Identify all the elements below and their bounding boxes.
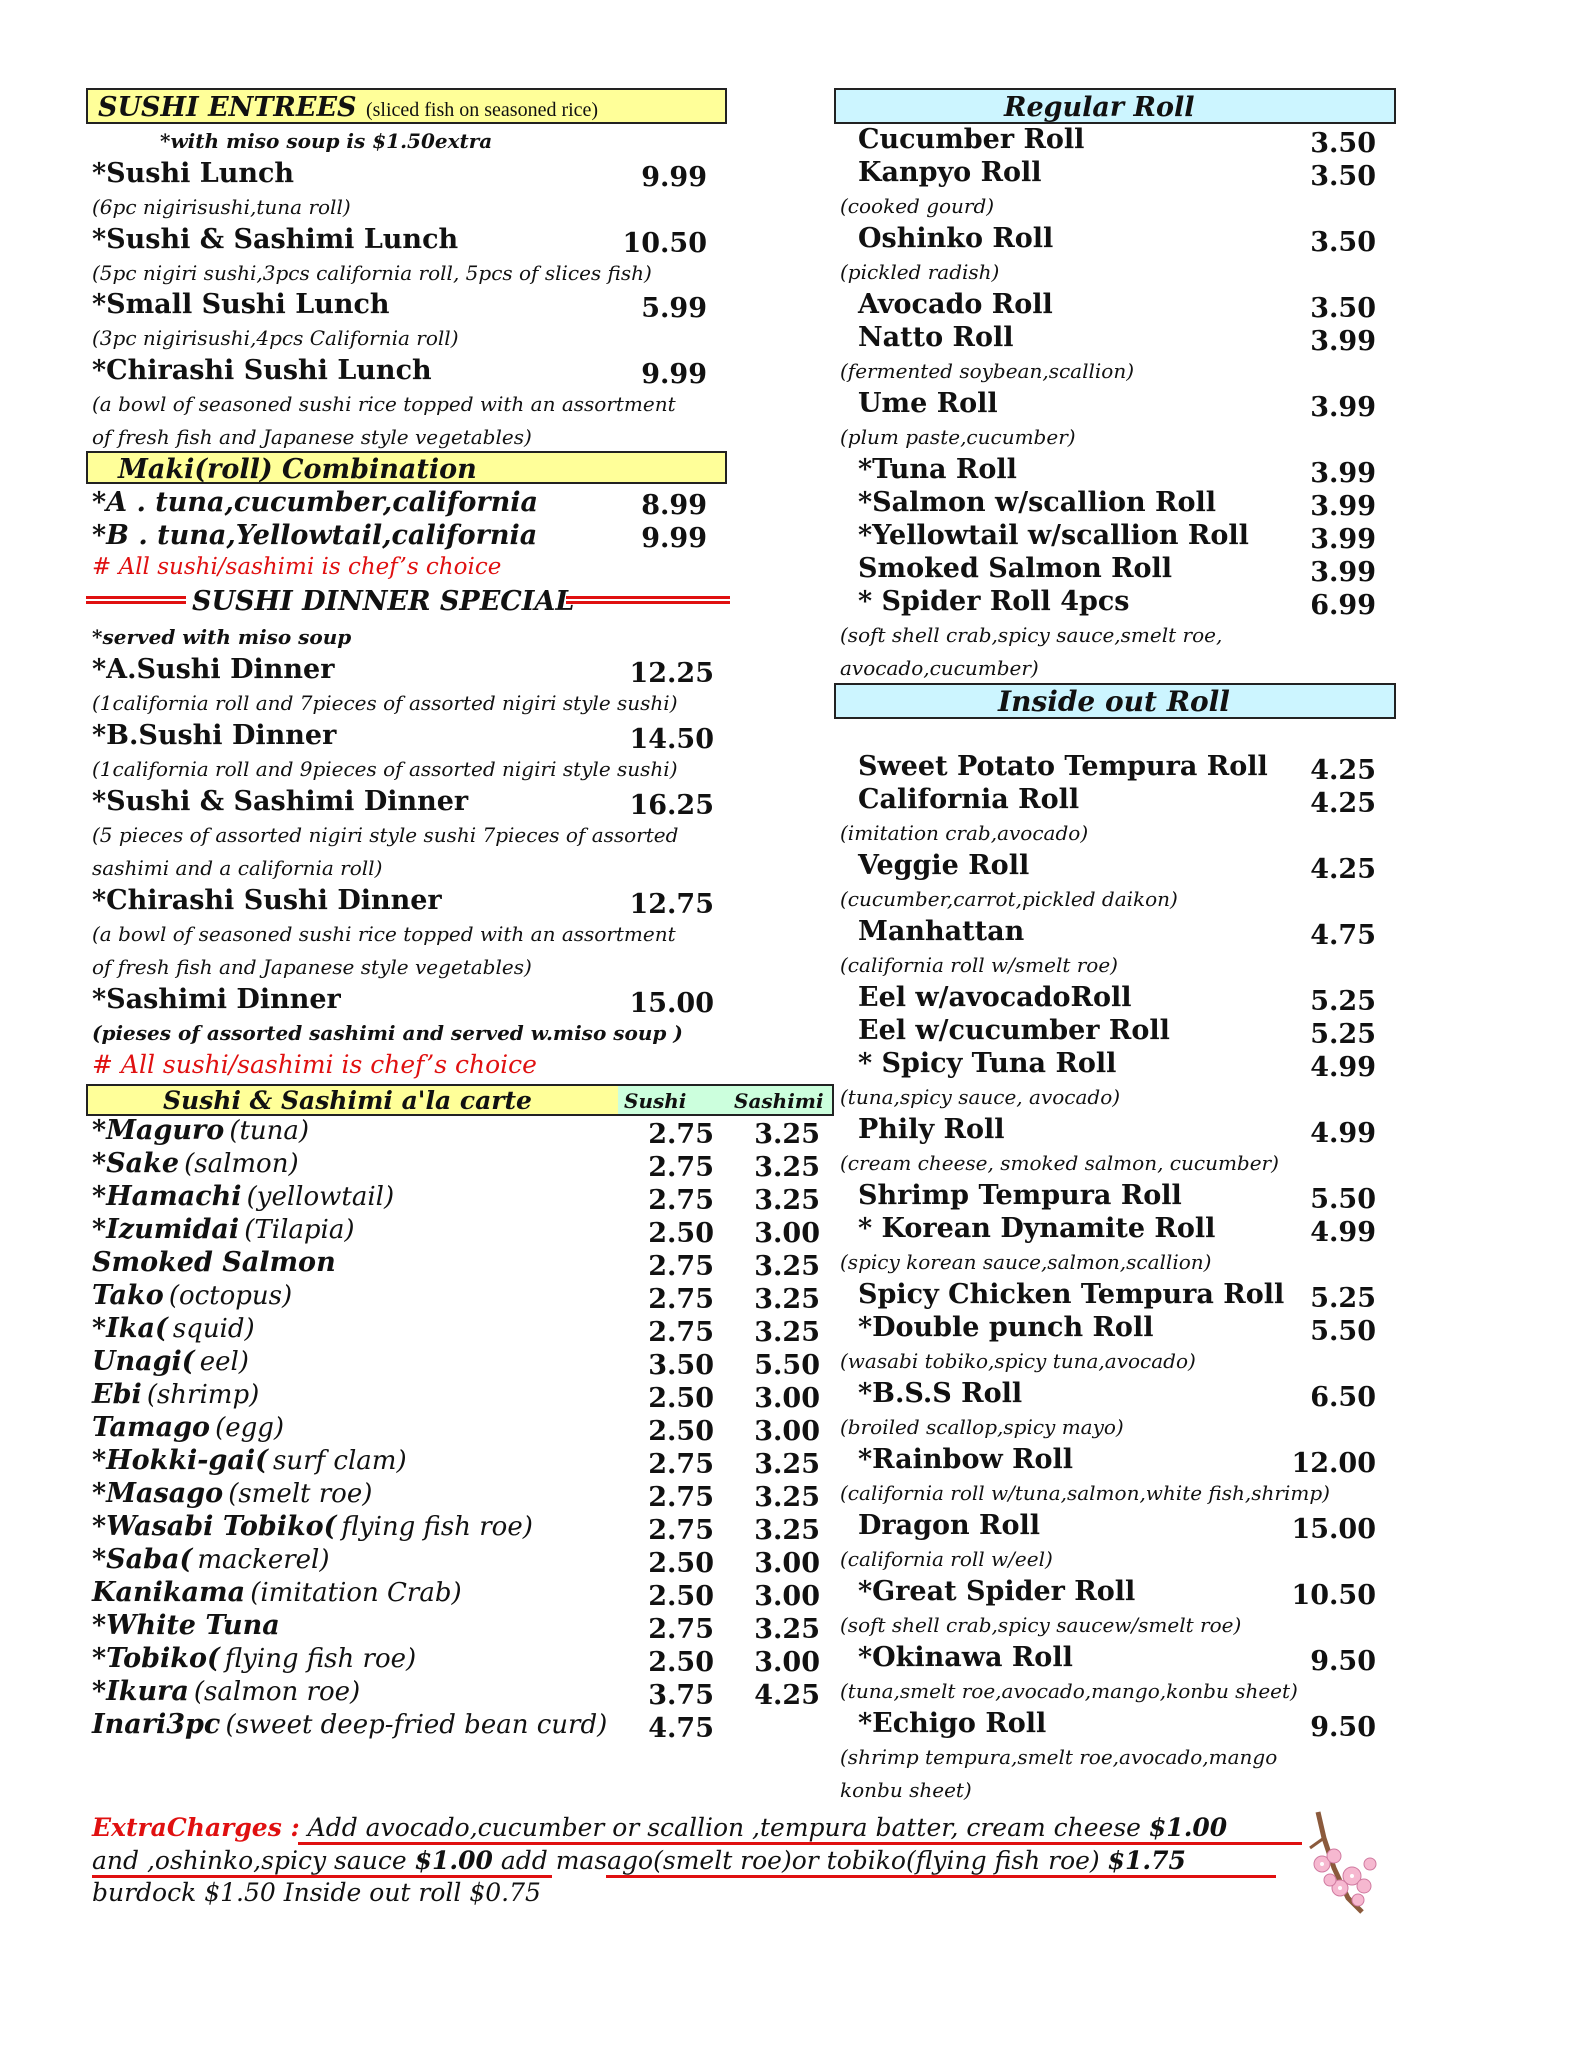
menu-item-name: *A . tuna,cucumber,california (92, 487, 539, 518)
roll-name: Eel w/cucumber Roll (858, 1015, 1170, 1046)
a-la-carte-row (92, 1480, 372, 1507)
roll-price: 15.00 (1291, 1514, 1376, 1545)
roll-price: 9.50 (1310, 1646, 1376, 1677)
menu-item-price: 10.50 (622, 228, 707, 259)
roll-name: Manhattan (858, 916, 1025, 947)
a-la-carte-name: Inari3pc (92, 1709, 221, 1740)
a-la-carte-row (92, 1117, 309, 1144)
roll-desc: (plum paste,cucumber) (840, 425, 1076, 449)
a-la-carte-subtitle: mackerel) (197, 1545, 330, 1575)
a-la-carte-subtitle: squid) (172, 1314, 255, 1344)
a-la-carte-row (92, 1183, 394, 1210)
roll-price: 6.99 (1310, 590, 1376, 621)
sushi-price: 2.75 (648, 1482, 714, 1513)
extra-charges-text: and ,oshinko,spicy sauce (92, 1846, 415, 1875)
roll-price: 3.50 (1310, 128, 1376, 159)
a-la-carte-subtitle: (sweet deep-fried bean curd) (225, 1710, 608, 1740)
a-la-carte-row (92, 1711, 607, 1738)
a-la-carte-subtitle: eel) (199, 1347, 249, 1377)
a-la-carte-subtitle: (salmon) (184, 1149, 299, 1179)
sushi-price: 2.75 (648, 1152, 714, 1183)
roll-name: Veggie Roll (858, 850, 1030, 881)
roll-name: Dragon Roll (858, 1510, 1041, 1541)
sushi-price: 2.75 (648, 1251, 714, 1282)
roll-price: 3.50 (1310, 227, 1376, 258)
roll-desc: (cream cheese, smoked salmon, cucumber) (840, 1151, 1279, 1175)
sashimi-price: 3.25 (754, 1317, 820, 1348)
extra-charges-line-2 (92, 1848, 1186, 1873)
roll-price: 3.99 (1310, 557, 1376, 588)
dinner-special-note: *served with miso soup (92, 625, 352, 649)
roll-name: *Tuna Roll (858, 454, 1017, 485)
sushi-price: 2.75 (648, 1119, 714, 1150)
a-la-carte-row (92, 1447, 407, 1474)
a-la-carte-name: *Tobiko( (92, 1643, 220, 1674)
extra-charges-line-3: burdock $1.50 Inside out roll $0.75 (92, 1878, 541, 1907)
sushi-entrees-title: SUSHI ENTREES (98, 92, 357, 123)
menu-item-desc: (5pc nigiri sushi,3pcs california roll, 5pcs of slices fish) (92, 261, 652, 285)
a-la-carte-subtitle: (imitation Crab) (250, 1578, 462, 1608)
sushi-price: 2.75 (648, 1614, 714, 1645)
roll-price: 5.50 (1310, 1316, 1376, 1347)
roll-name: Cucumber Roll (858, 124, 1085, 155)
menu-item-name: *Small Sushi Lunch (92, 289, 390, 320)
sashimi-price: 3.25 (754, 1119, 820, 1150)
sashimi-price: 3.25 (754, 1449, 820, 1480)
roll-price: 4.25 (1310, 854, 1376, 885)
roll-desc: (tuna,smelt roe,avocado,mango,konbu sheet) (840, 1679, 1298, 1703)
a-la-carte-name: *Saba( (92, 1544, 193, 1575)
menu-item-name: *Sushi & Sashimi Dinner (92, 786, 469, 817)
regular-roll-title: Regular Roll (1004, 92, 1195, 123)
extra-underline (298, 1842, 560, 1845)
roll-price: 5.25 (1310, 1283, 1376, 1314)
sushi-price: 2.50 (648, 1383, 714, 1414)
a-la-carte-row (92, 1513, 533, 1540)
roll-desc: konbu sheet) (840, 1778, 972, 1802)
a-la-carte-name: *Ika( (92, 1313, 168, 1344)
sushi-price: 4.75 (648, 1713, 714, 1744)
a-la-carte-title: Sushi & Sashimi a'la carte (163, 1086, 532, 1115)
a-la-carte-name: Unagi( (92, 1346, 195, 1377)
menu-item-price: 8.99 (641, 490, 707, 521)
roll-price: 9.50 (1310, 1712, 1376, 1743)
a-la-carte-subtitle: (shrimp) (146, 1380, 260, 1410)
menu-item-name: *Sushi Lunch (92, 158, 295, 189)
roll-name: *Double punch Roll (858, 1312, 1154, 1343)
roll-desc: (spicy korean sauce,salmon,scallion) (840, 1250, 1212, 1274)
roll-desc: avocado,cucumber) (840, 656, 1039, 680)
a-la-carte-subtitle: (salmon roe) (193, 1677, 361, 1707)
roll-name: * Spicy Tuna Roll (858, 1048, 1117, 1079)
sushi-price: 2.50 (648, 1581, 714, 1612)
sushi-price: 2.50 (648, 1416, 714, 1447)
menu-item-desc: (5 pieces of assorted nigiri style sushi 7pieces of assorted (92, 823, 679, 847)
sushi-entrees-subtitle: (sliced fish on seasoned rice) (365, 99, 599, 121)
a-la-carte-subtitle: (smelt roe) (228, 1479, 373, 1509)
menu-item-desc: (a bowl of seasoned sushi rice topped with an assortment (92, 392, 676, 416)
a-la-carte-subtitle: (octopus) (168, 1281, 293, 1311)
a-la-carte-name: *Masago (92, 1478, 224, 1509)
roll-desc: (california roll w/smelt roe) (840, 953, 1118, 977)
a-la-carte-row (92, 1414, 284, 1441)
sakura-branch-icon (1304, 1808, 1390, 1916)
roll-name: *Rainbow Roll (858, 1444, 1074, 1475)
roll-name: Kanpyo Roll (858, 157, 1042, 188)
col-header-sushi: Sushi (624, 1089, 687, 1113)
extra-charges-text: Add avocado,cucumber or scallion ,tempura batter, cream cheese (299, 1813, 1149, 1842)
sashimi-price: 5.50 (754, 1350, 820, 1381)
sushi-price: 3.50 (648, 1350, 714, 1381)
a-la-carte-row (92, 1381, 259, 1408)
col-header-sashimi: Sashimi (734, 1089, 824, 1113)
a-la-carte-row (92, 1282, 292, 1309)
roll-name: *Okinawa Roll (858, 1642, 1073, 1673)
menu-item-name: *B.Sushi Dinner (92, 720, 337, 751)
menu-item-price: 14.50 (629, 724, 714, 755)
a-la-carte-subtitle: flying fish roe) (341, 1512, 533, 1542)
roll-name: Sweet Potato Tempura Roll (858, 751, 1268, 782)
roll-desc: (broiled scallop,spicy mayo) (840, 1415, 1124, 1439)
dinner-special-title: SUSHI DINNER SPECIAL (192, 586, 575, 617)
roll-price: 4.99 (1310, 1217, 1376, 1248)
roll-desc: (soft shell crab,spicy saucew/smelt roe) (840, 1613, 1242, 1637)
sushi-price: 2.75 (648, 1317, 714, 1348)
a-la-carte-subtitle: flying fish roe) (224, 1644, 417, 1674)
menu-item-price: 16.25 (629, 790, 714, 821)
roll-price: 3.99 (1310, 458, 1376, 489)
sashimi-price: 3.25 (754, 1251, 820, 1282)
menu-item-name: *A.Sushi Dinner (92, 654, 335, 685)
sushi-price: 2.75 (648, 1185, 714, 1216)
menu-item-desc: (6pc nigirisushi,tuna roll) (92, 195, 351, 219)
a-la-carte-name: *White Tuna (92, 1610, 280, 1641)
sashimi-price: 3.00 (754, 1548, 820, 1579)
roll-name: Natto Roll (858, 322, 1014, 353)
roll-name: California Roll (858, 784, 1080, 815)
a-la-carte-row (92, 1546, 330, 1573)
a-la-carte-name: *Ikura (92, 1676, 189, 1707)
roll-desc: (shrimp tempura,smelt roe,avocado,mango (840, 1745, 1278, 1769)
a-la-carte-subtitle: (yellowtail) (246, 1182, 395, 1212)
sashimi-price: 3.00 (754, 1383, 820, 1414)
roll-desc: (california roll w/eel) (840, 1547, 1053, 1571)
extra-charges-line-1 (92, 1815, 1227, 1840)
a-la-carte-row (92, 1249, 336, 1276)
sashimi-price: 3.25 (754, 1152, 820, 1183)
a-la-carte-name: Tako (92, 1280, 164, 1311)
menu-item-price: 9.99 (641, 523, 707, 554)
sushi-price: 2.50 (648, 1218, 714, 1249)
a-la-carte-name: Kanikama (92, 1577, 246, 1608)
a-la-carte-name: Tamago (92, 1412, 210, 1443)
menu-item-price: 12.25 (629, 658, 714, 689)
roll-desc: (cucumber,carrot,pickled daikon) (840, 887, 1178, 911)
roll-name: *Great Spider Roll (858, 1576, 1136, 1607)
roll-price: 3.50 (1310, 161, 1376, 192)
roll-name: Avocado Roll (858, 289, 1053, 320)
roll-name: Shrimp Tempura Roll (858, 1180, 1182, 1211)
roll-price: 3.99 (1310, 392, 1376, 423)
extra-charges-price: $1.00 (1148, 1813, 1228, 1842)
menu-item-price: 12.75 (629, 889, 714, 920)
sushi-price: 3.75 (648, 1680, 714, 1711)
roll-price: 3.99 (1310, 491, 1376, 522)
roll-price: 4.99 (1310, 1052, 1376, 1083)
sushi-entrees-title-row (98, 94, 598, 121)
sushi-price: 2.50 (648, 1548, 714, 1579)
menu-item-desc: (pieses of assorted sashimi and served w.miso soup ) (92, 1021, 683, 1045)
menu-item-name: *Sashimi Dinner (92, 984, 341, 1015)
roll-price: 10.50 (1291, 1580, 1376, 1611)
roll-name: *Echigo Roll (858, 1708, 1047, 1739)
a-la-carte-subtitle: (Tilapia) (244, 1215, 355, 1245)
a-la-carte-row (92, 1150, 299, 1177)
a-la-carte-name: *Wasabi Tobiko( (92, 1511, 337, 1542)
sashimi-price: 3.00 (754, 1416, 820, 1447)
sushi-price: 2.50 (648, 1647, 714, 1678)
sushi-price: 2.75 (648, 1284, 714, 1315)
roll-name: Spicy Chicken Tempura Roll (858, 1279, 1285, 1310)
roll-name: Oshinko Roll (858, 223, 1054, 254)
roll-name: *Salmon w/scallion Roll (858, 487, 1216, 518)
menu-item-desc: of fresh fish and Japanese style vegetables) (92, 955, 532, 979)
chef-choice-note: # All sushi/sashimi is chef’s choice (92, 554, 502, 580)
a-la-carte-name: Ebi (92, 1379, 142, 1410)
roll-price: 3.99 (1310, 326, 1376, 357)
extra-charges-label: ExtraCharges : (92, 1813, 300, 1842)
roll-name: *Yellowtail w/scallion Roll (858, 520, 1249, 551)
maki-combination-title: Maki(roll) Combination (118, 454, 477, 485)
menu-item-desc: sashimi and a california roll) (92, 856, 383, 880)
a-la-carte-row (92, 1612, 280, 1639)
roll-price: 4.25 (1310, 755, 1376, 786)
menu-item-name: *Chirashi Sushi Lunch (92, 355, 432, 386)
roll-name: Ume Roll (858, 388, 998, 419)
roll-name: * Spider Roll 4pcs (858, 586, 1130, 617)
sashimi-price: 3.25 (754, 1284, 820, 1315)
a-la-carte-name: Smoked Salmon (92, 1247, 336, 1278)
chef-choice-note: # All sushi/sashimi is chef’s choice (92, 1050, 537, 1079)
roll-price: 3.99 (1310, 524, 1376, 555)
a-la-carte-name: *Izumidai (92, 1214, 240, 1245)
dinner-special-bar-right (566, 596, 730, 606)
sashimi-price: 3.00 (754, 1647, 820, 1678)
menu-item-price: 15.00 (629, 988, 714, 1019)
a-la-carte-name: *Hamachi (92, 1181, 242, 1212)
sashimi-price: 3.25 (754, 1515, 820, 1546)
roll-price: 5.50 (1310, 1184, 1376, 1215)
a-la-carte-row (92, 1678, 360, 1705)
sashimi-price: 3.00 (754, 1218, 820, 1249)
menu-item-price: 9.99 (641, 162, 707, 193)
a-la-carte-subtitle: surf clam) (273, 1446, 407, 1476)
roll-name: * Korean Dynamite Roll (858, 1213, 1216, 1244)
roll-price: 4.25 (1310, 788, 1376, 819)
menu-item-name: *Chirashi Sushi Dinner (92, 885, 442, 916)
sashimi-price: 3.25 (754, 1614, 820, 1645)
menu-item-name: *B . tuna,Yellowtail,california (92, 520, 538, 551)
extra-charges-price: $1.75 (1107, 1846, 1186, 1875)
a-la-carte-row (92, 1348, 249, 1375)
a-la-carte-subtitle: (tuna) (229, 1116, 310, 1146)
roll-price: 5.25 (1310, 986, 1376, 1017)
a-la-carte-name: *Sake (92, 1148, 179, 1179)
sashimi-price: 3.00 (754, 1581, 820, 1612)
roll-price: 4.75 (1310, 920, 1376, 951)
roll-desc: (wasabi tobiko,spicy tuna,avocado) (840, 1349, 1196, 1373)
roll-desc: (pickled radish) (840, 260, 1000, 284)
sashimi-price: 3.25 (754, 1482, 820, 1513)
sashimi-price: 3.25 (754, 1185, 820, 1216)
inside-out-roll-title: Inside out Roll (998, 685, 1230, 718)
roll-price: 12.00 (1291, 1448, 1376, 1479)
roll-price: 4.99 (1310, 1118, 1376, 1149)
sushi-entrees-note: *with miso soup is $1.50extra (160, 129, 493, 153)
dinner-special-bar-left (86, 596, 186, 606)
menu-item-desc: (1california roll and 9pieces of assorted nigiri style sushi) (92, 757, 678, 781)
roll-desc: (imitation crab,avocado) (840, 821, 1089, 845)
a-la-carte-row (92, 1579, 462, 1606)
roll-desc: (california roll w/tuna,salmon,white fish,shrimp) (840, 1481, 1330, 1505)
a-la-carte-name: *Hokki-gai( (92, 1445, 268, 1476)
menu-item-desc: (1california roll and 7pieces of assorted nigiri style sushi) (92, 691, 678, 715)
extra-charges-price: $1.00 (414, 1846, 493, 1875)
roll-desc: (fermented soybean,scallion) (840, 359, 1135, 383)
menu-item-desc: (3pc nigirisushi,4pcs California roll) (92, 326, 459, 350)
roll-name: Phily Roll (858, 1114, 1005, 1145)
menu-item-name: *Sushi & Sashimi Lunch (92, 224, 459, 255)
a-la-carte-name: *Maguro (92, 1115, 225, 1146)
roll-name: Smoked Salmon Roll (858, 553, 1173, 584)
sashimi-price: 4.25 (754, 1680, 820, 1711)
sushi-price: 2.75 (648, 1449, 714, 1480)
sushi-price: 2.75 (648, 1515, 714, 1546)
extra-charges-text: add masago(smelt roe)or tobiko(flying fish roe) (492, 1846, 1108, 1875)
a-la-carte-subtitle: (egg) (215, 1413, 285, 1443)
a-la-carte-row (92, 1315, 255, 1342)
roll-desc: (soft shell crab,spicy sauce,smelt roe, (840, 623, 1223, 647)
menu-item-price: 5.99 (641, 293, 707, 324)
roll-name: *B.S.S Roll (858, 1378, 1023, 1409)
roll-desc: (cooked gourd) (840, 194, 995, 218)
extra-underline (606, 1875, 1276, 1878)
extra-underline (560, 1842, 1302, 1845)
roll-price: 5.25 (1310, 1019, 1376, 1050)
roll-desc: (tuna,spicy sauce, avocado) (840, 1085, 1121, 1109)
roll-price: 3.50 (1310, 293, 1376, 324)
menu-item-desc: of fresh fish and Japanese style vegetables) (92, 425, 532, 449)
roll-name: Eel w/avocadoRoll (858, 982, 1132, 1013)
menu-item-desc: (a bowl of seasoned sushi rice topped with an assortment (92, 922, 676, 946)
roll-price: 6.50 (1310, 1382, 1376, 1413)
a-la-carte-row (92, 1645, 416, 1672)
a-la-carte-row (92, 1216, 355, 1243)
menu-item-price: 9.99 (641, 359, 707, 390)
